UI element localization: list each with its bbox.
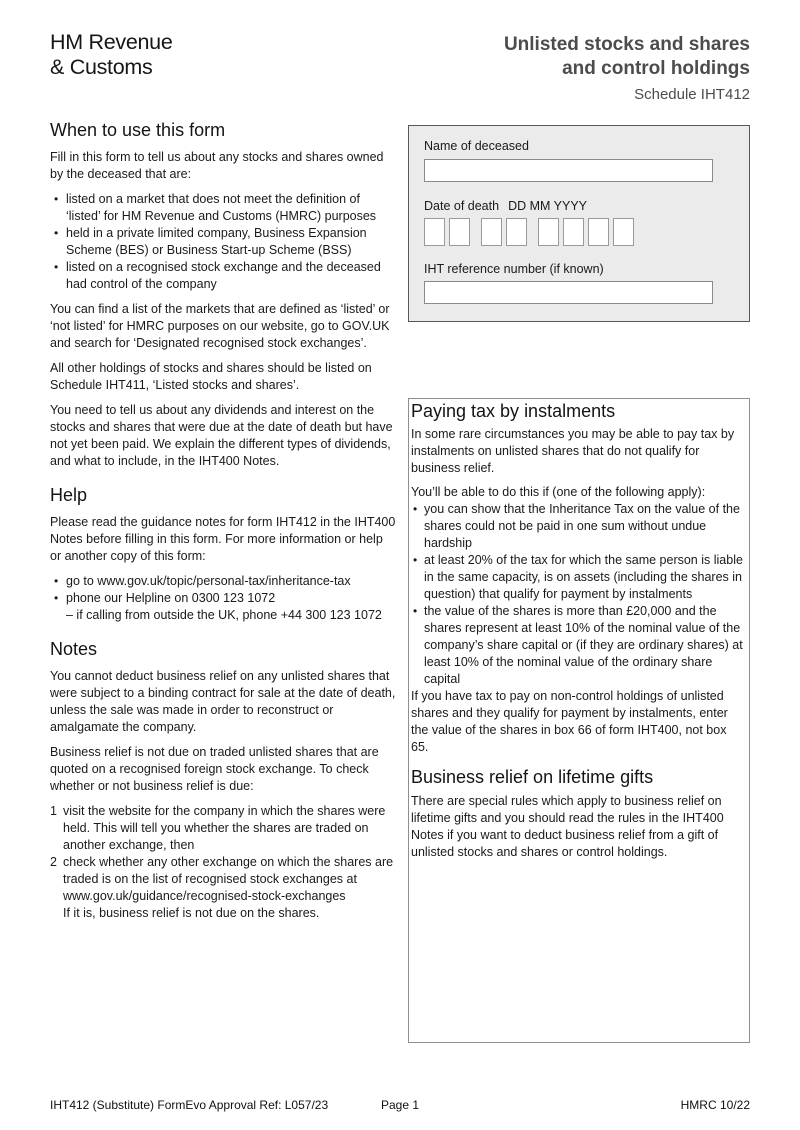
bullet-item: • listed on a recognised stock exchange and the deceased had control of the company: [50, 259, 397, 293]
heading-notes: Notes: [50, 639, 98, 659]
paragraph: You cannot deduct business relief on any unlisted shares that were subject to a binding contract for sale at the date of death, unless the sale was made in order to reconstruct or amalgamate the company.: [50, 669, 396, 734]
heading-when-to-use: When to use this form: [50, 120, 226, 140]
left-column: [50, 119, 397, 922]
name-of-deceased-input[interactable]: [424, 159, 713, 182]
paragraph: You can find a list of the markets that are defined as ‘listed’ or ‘not listed’ for HMRC purposes on our website, go to GOV.UK and search for ‘Designated recognised stock exchanges’.: [50, 302, 390, 350]
numbered-step: [50, 803, 397, 854]
paragraph: Fill in this form to tell us about any stocks and shares owned by the deceased that are:: [50, 150, 384, 181]
step-number: 1: [50, 804, 57, 818]
paragraph: There are special rules which apply to business relief on lifetime gifts and you should read the rules in the IHT400 Notes if you want to deduct business relief from a gift of unlisted stocks and shares or control holdings.: [411, 794, 724, 859]
form-title: [504, 33, 750, 81]
paragraph: If you have tax to pay on non-control holdings of unlisted shares and they qualify for payment by instalments, enter the value of the shares in box 66 of form IHT400, not box 65.: [411, 689, 728, 754]
date-year-cell-1[interactable]: [538, 218, 559, 246]
bullet-item: • listed on a market that does not meet the definition of ‘listed’ for HM Revenue and Customs (HMRC) purposes: [50, 191, 397, 225]
paragraph: In some rare circumstances you may be able to pay tax by instalments on unlisted shares that do not qualify for business relief.: [411, 427, 735, 475]
date-of-death-label: [424, 199, 734, 213]
step-text: visit the website for the company in which the shares were held. This will tell you whether the shares are traded on another exchange, then: [63, 804, 386, 852]
name-of-deceased-label: Name of deceased: [424, 139, 529, 153]
bullet-item: • you can show that the Inheritance Tax on the value of the shares could not be paid in one sum without undue hardship: [411, 501, 746, 552]
date-of-death-label-text: Date of death: [424, 199, 500, 213]
step-text-main: check whether any other exchange on which the shares are traded is on the list of recognised stock exchanges at www.gov.uk/guidance/recognised-stock-exchanges: [63, 855, 394, 903]
hmrc-logo-line1: HM Revenue: [50, 30, 173, 54]
help-bullet-list: [50, 573, 397, 607]
iht-reference-input[interactable]: [424, 281, 713, 304]
schedule-number: Schedule IHT412: [634, 86, 750, 103]
paragraph: Business relief is not due on traded unlisted shares that are quoted on a recognised foreign stock exchange. To check whether or not business relief is due:: [50, 745, 379, 793]
hmrc-logo: [50, 30, 172, 80]
date-month-cell-2[interactable]: [506, 218, 527, 246]
form-title-line2: and control holdings: [562, 58, 750, 79]
heading-paying-tax-by-instalments: Paying tax by instalments: [411, 401, 616, 421]
step-text-followup: If it is, business relief is not due on the shares.: [63, 906, 320, 920]
bullet-item: • at least 20% of the tax for which the same person is liable in the same capacity, is on assets (including the shares in question) that qualify for payment by instalments: [411, 552, 746, 603]
bullet-item: • held in a private limited company, Business Expansion Scheme (BES) or Business Start-up Scheme (BSS): [50, 225, 397, 259]
hmrc-logo-line2: & Customs: [50, 55, 153, 79]
bullet-item: • the value of the shares is more than £20,000 and the shares represent at least 10% of the nominal value of the company’s share capital or (if they are ordinary shares) at least 10% of the nominal value of the ordinary share capital: [411, 603, 746, 688]
helpline-international-note: – if calling from outside the UK, phone +44 300 123 1072: [66, 608, 382, 622]
step-number: 2: [50, 855, 57, 869]
date-month-cell-1[interactable]: [481, 218, 502, 246]
title-block: [504, 33, 750, 103]
footer-page-number: Page 1: [380, 1098, 420, 1112]
instalments-bullet-list: [411, 501, 746, 688]
date-of-death-inputs: [424, 218, 734, 246]
date-year-cell-2[interactable]: [563, 218, 584, 246]
footer-form-reference: IHT412 (Substitute) FormEvo Approval Ref: L057/23: [50, 1098, 329, 1112]
form-title-line1: Unlisted stocks and shares: [503, 34, 750, 55]
bullet-item: • go to www.gov.uk/topic/personal-tax/inheritance-tax: [50, 573, 397, 590]
date-day-cell-2[interactable]: [449, 218, 470, 246]
date-year-cell-3[interactable]: [588, 218, 609, 246]
heading-business-relief-lifetime-gifts: Business relief on lifetime gifts: [411, 767, 654, 787]
date-format-hint: DD MM YYYY: [508, 199, 588, 213]
deceased-details-box: [408, 125, 750, 322]
step-text: [63, 854, 397, 922]
bullet-item: • phone our Helpline on 0300 123 1072: [50, 590, 397, 607]
iht-reference-label: IHT reference number (if known): [424, 262, 604, 276]
instalments-panel: [408, 398, 750, 1043]
date-day-cell-1[interactable]: [424, 218, 445, 246]
date-year-cell-4[interactable]: [613, 218, 634, 246]
heading-help: Help: [50, 485, 88, 505]
paragraph: You’ll be able to do this if (one of the following apply):: [411, 485, 706, 499]
paragraph: You need to tell us about any dividends and interest on the stocks and shares that were due at the date of death but have not yet been paid. We explain the different types of dividends, and what to include, in the IHT400 Notes.: [50, 403, 393, 468]
footer-hmrc-version: HMRC 10/22: [680, 1098, 750, 1112]
numbered-step: [50, 854, 397, 922]
paragraph: Please read the guidance notes for form IHT412 in the IHT400 Notes before filling in this form. For more information or help or another copy of this form:: [50, 515, 396, 563]
when-to-use-bullet-list: [50, 191, 397, 293]
paragraph: All other holdings of stocks and shares should be listed on Schedule IHT411, ‘Listed stocks and shares’.: [50, 361, 372, 392]
